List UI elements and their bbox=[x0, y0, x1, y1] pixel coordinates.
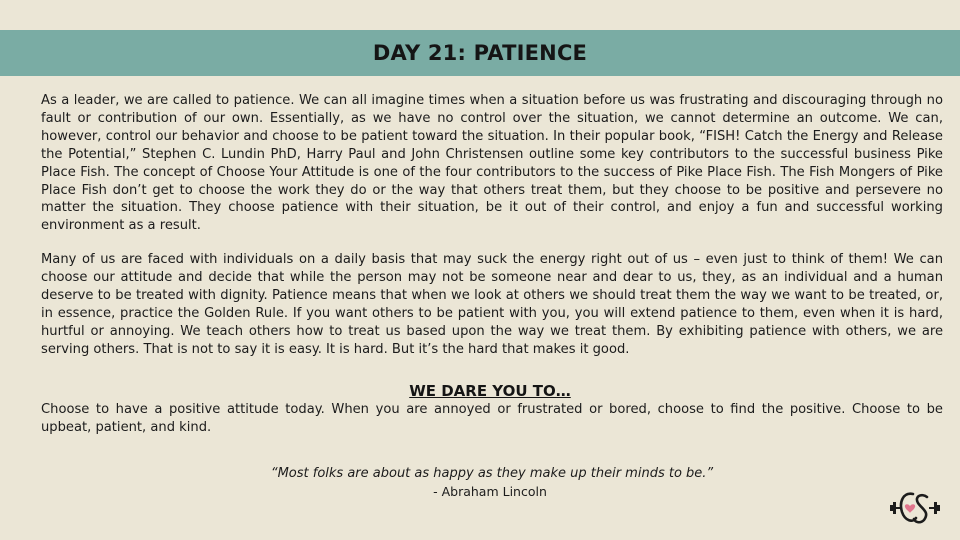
cs-logo-icon bbox=[889, 488, 941, 528]
page-title: DAY 21: PATIENCE bbox=[372, 41, 588, 65]
quote-attribution: - Abraham Lincoln bbox=[433, 484, 547, 499]
dare-heading: WE DARE YOU TO… bbox=[409, 382, 571, 400]
paragraph-2: Many of us are faced with individuals on a daily basis that may suck the energy right out of us – even just to think of them! We can choose our attitude and decide that while the person may not be someone near and dear to us, they, as an individual and a human deserve to be treated with dignity. Patience means that when we look at others we should treat them the way we want to be treated, or, in essence, practice the Golden Rule. If you want others to be patient with you, you will extend patience to them, even when it is hard, hurtful or annoying. We teach others how to treat us based upon the way we treat them. By exhibiting patience with others, we are serving others. That is not to say it is easy. It is hard. But it’s the hard that makes it good. bbox=[41, 252, 943, 357]
dare-text: Choose to have a positive attitude today. When you are annoyed or frustrated or bored, choose to find the positive. Choose to be upbeat, patient, and kind. bbox=[41, 402, 943, 435]
body-content bbox=[41, 92, 943, 359]
quote-text: “Most folks are about as happy as they make up their minds to be.” bbox=[270, 466, 714, 481]
heart-icon bbox=[905, 504, 915, 513]
title-banner bbox=[0, 30, 960, 76]
paragraph-1: As a leader, we are called to patience. We can all imagine times when a situation before us was frustrating and discouraging through no fault or contribution of our own. Essentially, as we have no control over the situation, we cannot determine an outcome. We can, however, control our behavior and choose to be patient toward the situation. In their popular book, “FISH! Catch the Energy and Release the Potential,” Stephen C. Lundin PhD, Harry Paul and John Christensen outline some key contributors to the successful business Pike Place Fish. The concept of Choose Your Attitude is one of the four contributors to the success of Pike Place Fish. The Fish Mongers of Pike Place Fish don’t get to choose the work they do or the way that others treat them, but they choose to be positive and persevere no matter the situation. They choose patience with their situation, be it out of their control, and enjoy a fun and successful working environment as a result. bbox=[41, 93, 943, 234]
